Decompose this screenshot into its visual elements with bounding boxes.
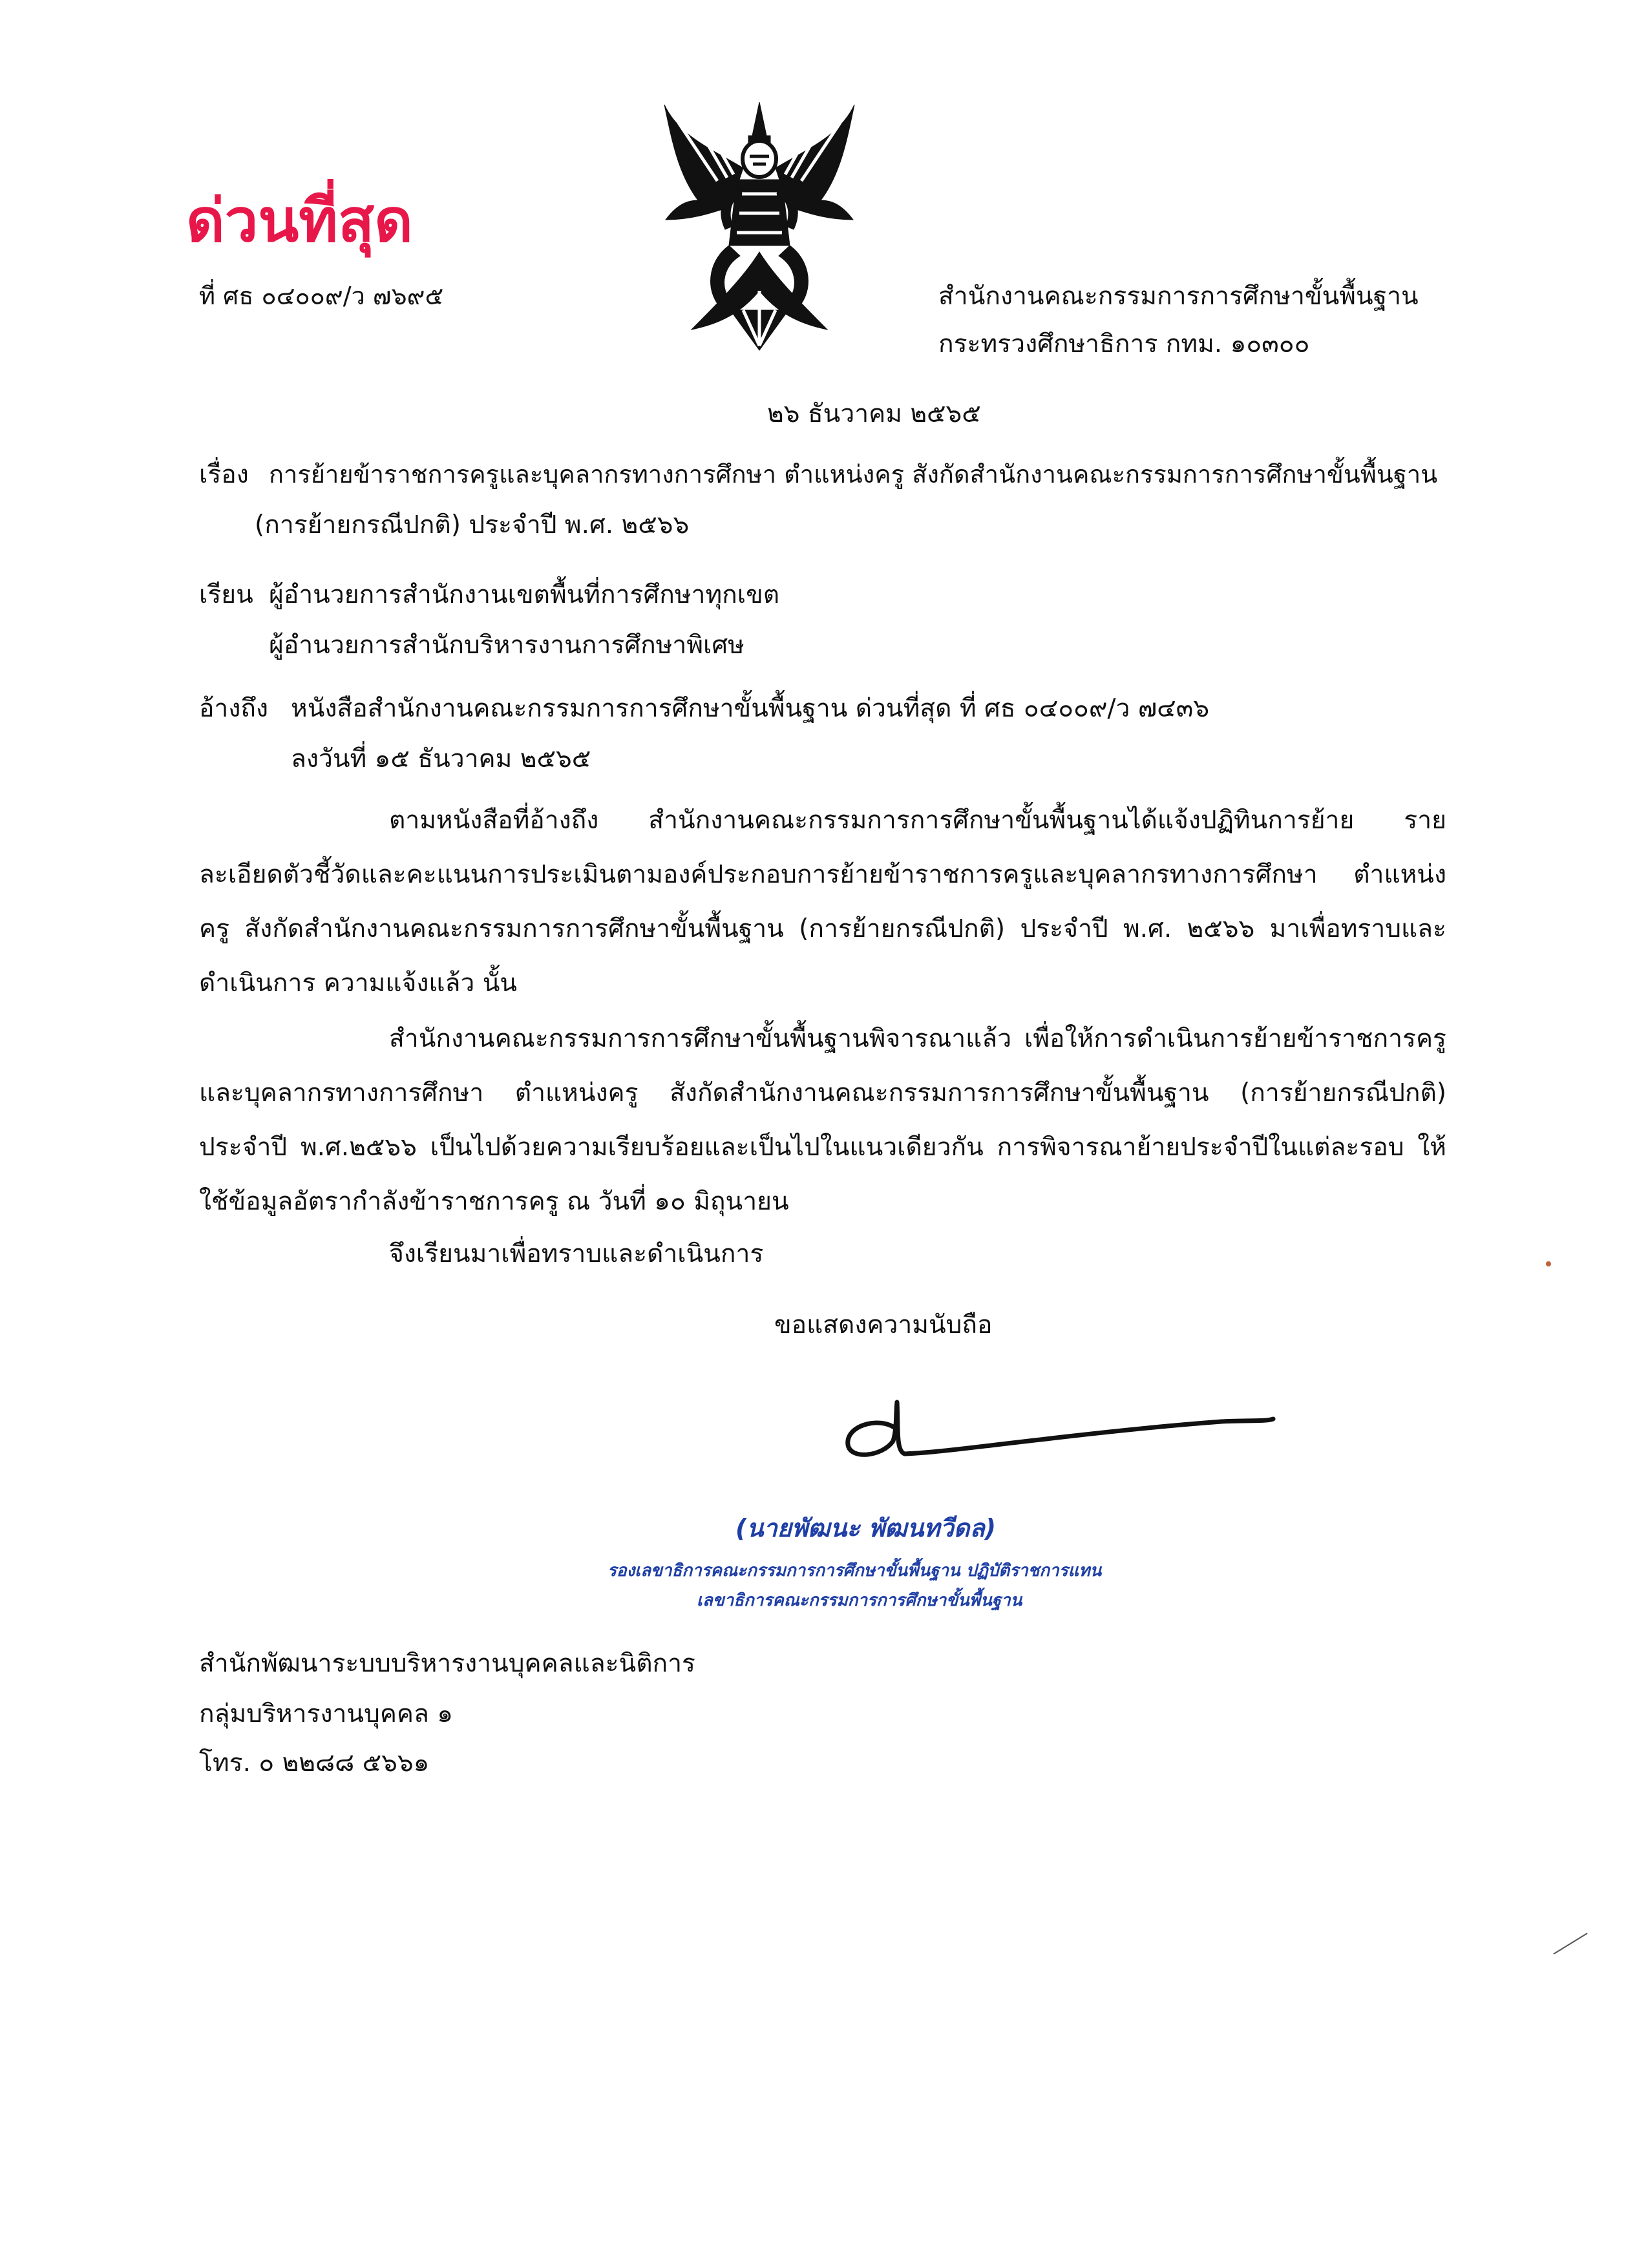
sender-organization: สำนักงานคณะกรรมการการศึกษาขั้นพื้นฐาน bbox=[938, 282, 1419, 311]
document-date: ๒๖ ธันวาคม ๒๕๖๕ bbox=[767, 399, 981, 428]
handwritten-signature bbox=[834, 1389, 1280, 1480]
urgency-stamp: ด่วนที่สุด bbox=[186, 186, 413, 255]
body-paragraph-2-text: สำนักงานคณะกรรมการการศึกษาขั้นพื้นฐานพิจารณาแล้ว เพื่อให้การดำเนินการย้ายข้าราชการครูและบุคลากรทางการศึกษา ตำแหน่งครู สังกัดสำนักงานคณะกรรมการการศึกษาขั้นพื้นฐาน (การย้ายกรณีปกติ) ประจำปี พ.ศ.๒๕๖๖ เป็นไปด้วยความเรียบร้อยและเป็นไปในแนวเดียวกัน การพิจารณาย้ายประจำปีในแต่ละรอบ ให้ใช้ข้อมูลอัตรากำลังข้าราชการครู ณ วันที่ ๑๐ มิถุนายน bbox=[199, 1024, 1446, 1216]
subject-line-1: การย้ายข้าราชการครูและบุคลากรทางการศึกษา ตำแหน่งครู สังกัดสำนักงานคณะกรรมการการศึกษาขั้นพื้นฐาน bbox=[269, 460, 1438, 488]
body-paragraph-1 bbox=[199, 793, 1446, 1011]
salutation: ขอแสดงความนับถือ bbox=[774, 1310, 993, 1339]
subject-label: เรื่อง bbox=[199, 460, 249, 489]
subject-line-2: (การย้ายกรณีปกติ) ประจำปี พ.ศ. ๒๕๖๖ bbox=[255, 510, 690, 540]
recipient-line-2: ผู้อำนวยการสำนักบริหารงานการศึกษาพิเศษ bbox=[269, 631, 745, 660]
garuda-emblem-icon bbox=[653, 97, 866, 355]
reference-label: อ้างถึง bbox=[199, 694, 269, 723]
recipient-line-1: ผู้อำนวยการสำนักงานเขตพื้นที่การศึกษาทุกเขต bbox=[269, 580, 780, 609]
document-number: ที่ ศธ ๐๔๐๐๙/ว ๗๖๙๕ bbox=[199, 282, 444, 310]
recipient-label: เรียน bbox=[199, 580, 253, 609]
sender-address: กระทรวงศึกษาธิการ กทม. ๑๐๓๐๐ bbox=[938, 330, 1310, 359]
footer-office: สำนักพัฒนาระบบบริหารงานบุคคลและนิติการ bbox=[199, 1649, 696, 1678]
reference-line-2: ลงวันที่ ๑๕ ธันวาคม ๒๕๖๕ bbox=[291, 744, 591, 773]
scan-scratch bbox=[1551, 1931, 1590, 1957]
footer-group: กลุ่มบริหารงานบุคคล ๑ bbox=[199, 1699, 454, 1728]
body-paragraph-1-text: ตามหนังสือที่อ้างถึง สำนักงานคณะกรรมการการศึกษาขั้นพื้นฐานได้แจ้งปฏิทินการย้าย รายละเอียดตัวชี้วัดและคะแนนการประเมินตามองค์ประกอบการย้ายข้าราชการครูและบุคลากรทางการศึกษา ตำแหน่งครู สังกัดสำนักงานคณะกรรมการการศึกษาขั้นพื้นฐาน (การย้ายกรณีปกติ) ประจำปี พ.ศ. ๒๕๖๖ มาเพื่อทราบและดำเนินการ ความแจ้งแล้ว นั้น bbox=[199, 806, 1446, 998]
signatory-title-1: รองเลขาธิการคณะกรรมการการศึกษาขั้นพื้นฐาน ปฏิบัติราชการแทน bbox=[607, 1561, 1102, 1580]
signatory-title-2: เลขาธิการคณะกรรมการการศึกษาขั้นพื้นฐาน bbox=[697, 1591, 1022, 1610]
body-paragraph-2 bbox=[199, 1012, 1446, 1229]
reference-line-1: หนังสือสำนักงานคณะกรรมการการศึกษาขั้นพื้นฐาน ด่วนที่สุด ที่ ศธ ๐๔๐๐๙/ว ๗๔๓๖ bbox=[291, 694, 1210, 723]
scan-dot bbox=[1545, 1260, 1552, 1268]
signatory-name: (นายพัฒนะ พัฒนทวีดล) bbox=[735, 1514, 997, 1542]
closing-request: จึงเรียนมาเพื่อทราบและดำเนินการ bbox=[389, 1239, 764, 1268]
footer-phone: โทร. ๐ ๒๒๘๘ ๕๖๖๑ bbox=[199, 1748, 430, 1778]
